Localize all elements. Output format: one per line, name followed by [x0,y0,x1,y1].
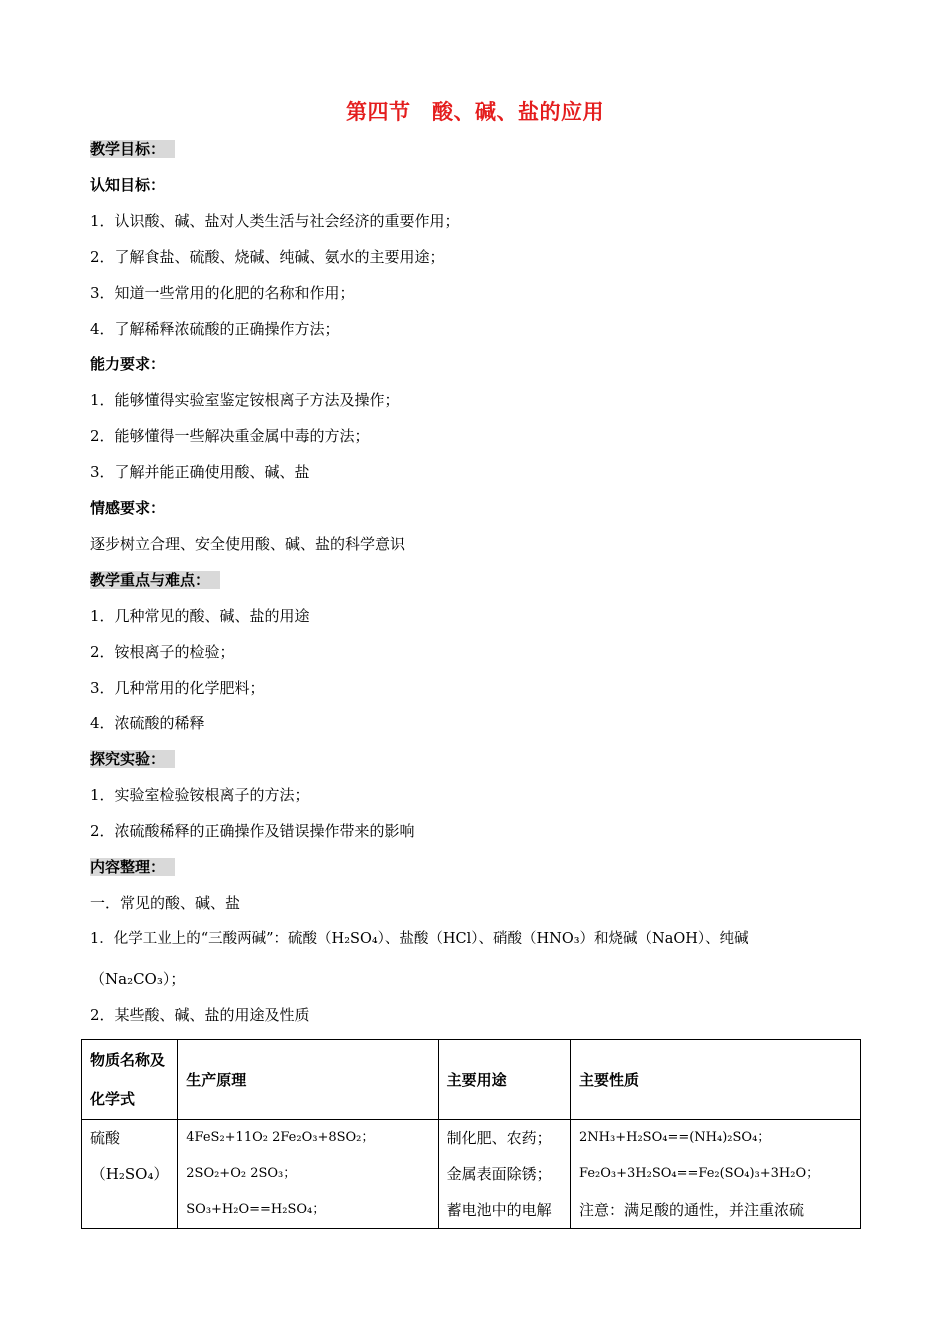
cognitive-item-3: 3．知道一些常用的化肥的名称和作用； [90,284,355,302]
header-principle: 生产原理 [178,1040,438,1120]
cognitive-item-1: 1．认识酸、碱、盐对人类生活与社会经济的重要作用； [90,212,460,230]
key-item-4: 4．浓硫酸的稀释 [90,714,205,732]
property-line-1: 2NH₃+H₂SO₄==(NH₄)₂SO₄； [579,1130,771,1145]
experiment-item-2: 2．浓硫酸稀释的正确操作及错误操作带来的影响 [90,822,415,840]
heading-objectives: 教学目标： [90,139,175,159]
content-item-2: 2．某些酸、碱、盐的用途及性质 [90,1006,310,1024]
property-line-3: 注意：满足酸的通性，并注重浓硫 [579,1201,805,1219]
key-item-1: 1．几种常见的酸、碱、盐的用途 [90,607,310,625]
page-title: 第四节 酸、碱、盐的应用 [346,100,604,124]
heading-cognitive: 认知目标： [90,176,166,194]
header-properties: 主要性质 [571,1040,861,1120]
heading-ability: 能力要求： [90,355,166,373]
substance-formula: （H₂SO₄） [90,1165,169,1183]
cell-principle [178,1120,438,1229]
key-item-2: 2．铵根离子的检验； [90,643,235,661]
heading-key-points: 教学重点与难点： [90,570,220,590]
heading-emotion: 情感要求： [90,499,166,517]
key-item-3: 3．几种常用的化学肥料； [90,679,265,697]
header-substance: 物质名称及化学式 [82,1040,178,1120]
header-uses: 主要用途 [438,1040,570,1120]
table-row [82,1120,861,1229]
cell-uses [438,1120,570,1229]
cell-properties [571,1120,861,1229]
content-item-1-continued: （Na₂CO₃）； [90,970,186,988]
content-item-1: 1．化学工业上的“三酸两碱”：硫酸（H₂SO₄）、盐酸（HCl）、硝酸（HNO₃）和烧碱（NaOH）、纯碱 [90,931,749,947]
ability-item-2: 2．能够懂得一些解决重金属中毒的方法； [90,427,370,445]
cognitive-item-2: 2．了解食盐、硫酸、烧碱、纯碱、氨水的主要用途； [90,248,445,266]
cell-substance [82,1120,178,1229]
property-line-2: Fe₂O₃+3H₂SO₄==Fe₂(SO₄)₃+3H₂O； [579,1166,820,1181]
cognitive-item-4: 4．了解稀释浓硫酸的正确操作方法； [90,320,340,338]
ability-item-1: 1．能够懂得实验室鉴定铵根离子方法及操作； [90,391,400,409]
principle-line-2: 2SO₂+O₂ 2SO₃； [186,1166,297,1181]
content-subheading: 一．常见的酸、碱、盐 [90,894,241,912]
emotion-text: 逐步树立合理、安全使用酸、碱、盐的科学意识 [90,535,406,553]
substance-name: 硫酸 [90,1129,121,1147]
experiment-item-1: 1．实验室检验铵根离子的方法； [90,786,310,804]
acid-base-salt-table [81,1039,861,1229]
principle-line-1: 4FeS₂+11O₂ 2Fe₂O₃+8SO₂； [186,1130,375,1145]
table-header-row [82,1040,861,1120]
heading-experiment: 探究实验： [90,749,175,769]
heading-content: 内容整理： [90,857,175,877]
use-line-1: 制化肥、农药； [446,1129,552,1147]
principle-line-3: SO₃+H₂O==H₂SO₄； [186,1202,326,1217]
use-line-2: 金属表面除锈； [446,1165,552,1183]
use-line-3: 蓄电池中的电解 [446,1201,552,1219]
ability-item-3: 3．了解并能正确使用酸、碱、盐 [90,463,310,481]
